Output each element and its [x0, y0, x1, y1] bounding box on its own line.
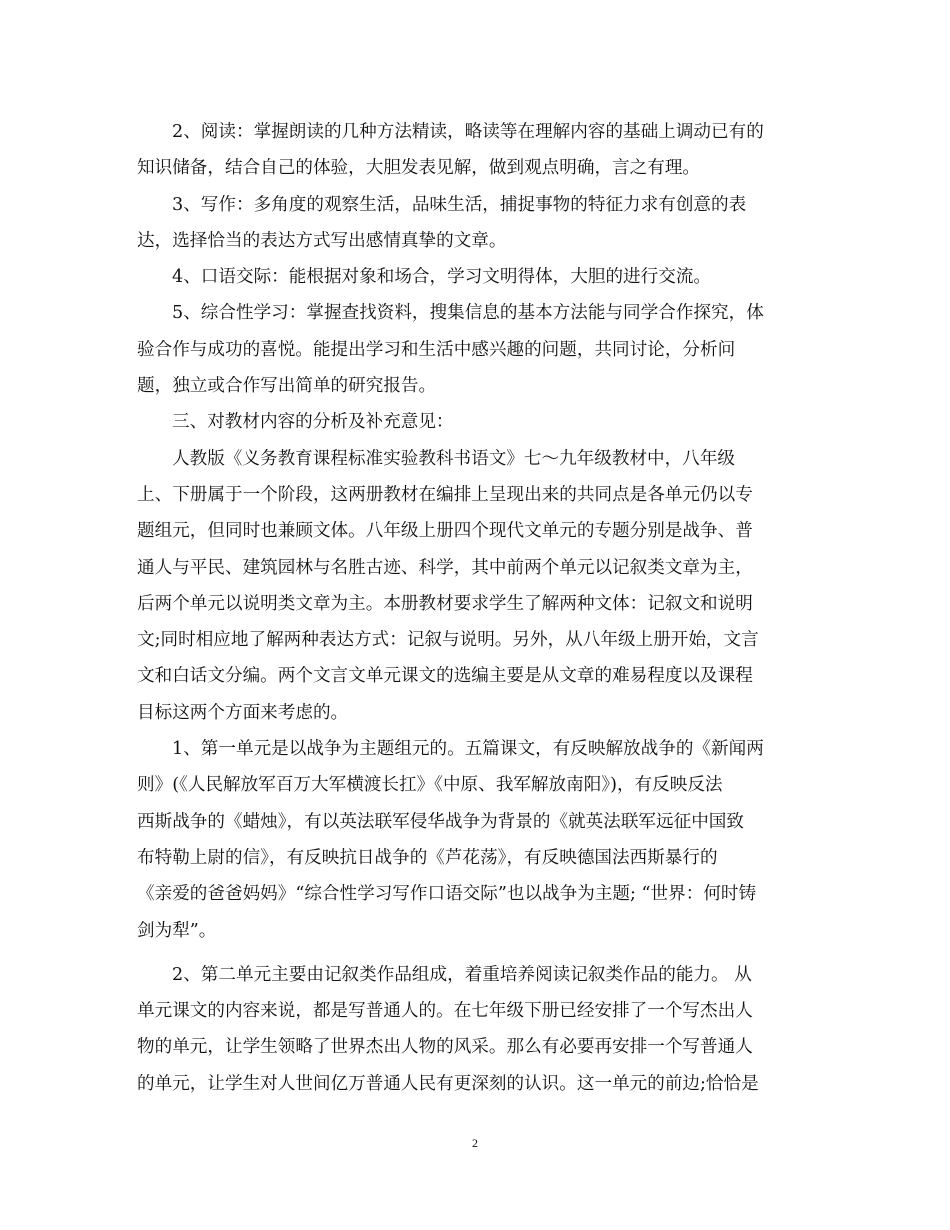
text-line: 3、写作：多角度的观察生活，品味生活，捕捉事物的特征力求有创意的表: [172, 194, 747, 215]
text-line: 上、下册属于一个阶段，这两册教材在编排上呈现出来的共同点是各单元仍以专: [137, 484, 753, 505]
text-line: 验合作与成功的喜悦。能提出学习和生活中感兴趣的问题，共同讨论，分析问: [137, 339, 736, 360]
text-line: 通人与平民、建筑园林与名胜古迹、科学，其中前两个单元以记叙类文章为主，: [137, 557, 753, 578]
text-line: 《亲爱的爸爸妈妈》“综合性学习写作口语交际”也以战争为主题; “世界：何时铸: [137, 884, 757, 905]
text-line: 文;同时相应地了解两种表达方式：记叙与说明。另外，从八年级上册开始，文言: [137, 630, 759, 651]
text-line: 布特勒上尉的信》，有反映抗日战争的《芦花荡》，有反映德国法西斯暴行的: [137, 847, 718, 868]
text-line: 知识储备，结合自己的体验，大胆发表见解，做到观点明确，言之有理。: [137, 158, 701, 179]
text-line: 5、综合性学习：掌握查找资料，搜集信息的基本方法能与同学合作探究，体: [172, 303, 764, 324]
text-line: 后两个单元以说明类文章为主。本册教材要求学生了解两种文体：记叙文和说明: [137, 593, 753, 614]
text-line: 1、第一单元是以战争为主题组元的。五篇课文，有反映解放战争的《新闻两: [172, 739, 764, 760]
text-line: 人教版《义务教育课程标准实验教科书语文》七～九年级教材中，八年级: [172, 448, 736, 469]
text-line: 西斯战争的《蜡烛》，有以英法联军侵华战争为背景的《就英法联军远征中国致: [137, 811, 744, 832]
text-line: 则》(《人民解放军百万大军横渡长扛》《中原、我军解放南阳》)，有反映反法: [137, 775, 723, 796]
text-line: 单元课文的内容来说，都是写普通人的。在七年级下册已经安排了一个写杰出人: [137, 1001, 753, 1022]
text-line: 的单元，让学生对人世间亿万普通人民有更深刻的认识。这一单元的前边;恰恰是: [137, 1073, 759, 1094]
text-line: 达，选择恰当的表达方式写出感情真挚的文章。: [137, 230, 507, 251]
text-line: 2、阅读：掌握朗读的几种方法精读，略读等在理解内容的基础上调动已有的: [172, 122, 764, 142]
section-heading: 三、对教材内容的分析及补充意见：: [172, 412, 454, 433]
text-line: 文和白话文分编。两个文言文单元课文的选编主要是从文章的难易程度以及课程: [137, 666, 753, 687]
page-number: 2: [472, 1136, 478, 1150]
text-line: 题，独立或合作写出简单的研究报告。: [137, 376, 437, 397]
text-line: 2、第二单元主要由记叙类作品组成，着重培养阅读记叙类作品的能力。 从: [172, 964, 752, 985]
text-line: 物的单元，让学生领略了世界杰出人物的风采。那么有必要再安排一个写普通人: [137, 1037, 753, 1058]
text-line: 题组元，但同时也兼顾文体。八年级上册四个现代文单元的专题分别是战争、普: [137, 521, 753, 542]
text-line: 4、口语交际：能根据对象和场合，学习文明得体，大胆的进行交流。: [172, 267, 712, 288]
text-line: 剑为犁”。: [137, 920, 217, 941]
text-line: 目标这两个方面来考虑的。: [137, 702, 349, 723]
document-body: [137, 114, 813, 1102]
